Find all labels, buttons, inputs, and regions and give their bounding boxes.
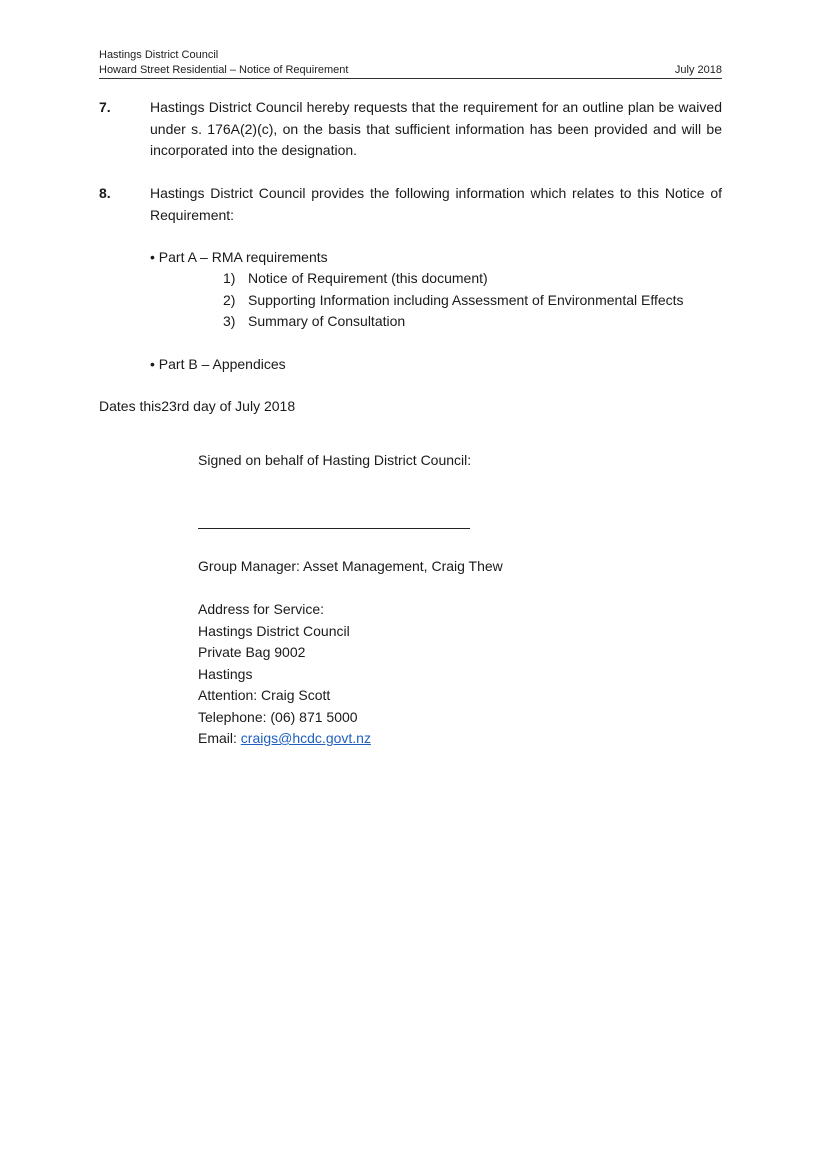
paragraph-text: Hastings District Council provides the following information which relates to this Notice of Requirement: <box>150 185 722 223</box>
paragraph-number: 7. <box>99 99 111 115</box>
address-line: Private Bag 9002 <box>198 644 306 660</box>
paragraph-text: Hastings District Council hereby requests that the requirement for an outline plan be waived under s. 176A(2)(c), on the basis that sufficient information has been provided and will be incorporated into the designation. <box>150 99 722 158</box>
list-item-number: 2) <box>223 291 236 308</box>
list-item-text: Summary of Consultation <box>248 313 406 329</box>
paragraph-8 <box>99 183 722 226</box>
address-line: Hastings District Council <box>198 622 350 639</box>
signatory: Group Manager: Asset Management, Craig Thew <box>198 558 503 574</box>
part-b-bullet: • Part B – Appendices <box>150 356 286 372</box>
signed-on-behalf: Signed on behalf of Hasting District Council: <box>198 452 472 468</box>
address-line: Attention: Craig Scott <box>198 687 331 703</box>
signature-line <box>198 528 470 529</box>
email-link[interactable]: craigs@hcdc.govt.nz <box>240 730 371 746</box>
service-address-block <box>198 599 371 750</box>
list-item <box>223 290 684 312</box>
paragraph-number: 8. <box>99 185 111 201</box>
service-address-heading: Address for Service: <box>198 601 325 617</box>
list-item-text: Supporting Information including Assessment of Environmental Effects <box>248 291 684 308</box>
part-a-bullet: • Part A – RMA requirements <box>150 249 328 265</box>
list-item-number: 3) <box>223 313 236 329</box>
header-date: July 2018 <box>674 64 722 76</box>
header-title-row <box>99 63 722 79</box>
paragraph-7 <box>99 97 722 162</box>
list-item-text: Notice of Requirement (this document) <box>248 270 488 286</box>
list-item <box>223 311 684 333</box>
address-line: Telephone: (06) 871 5000 <box>198 708 358 725</box>
list-item <box>223 268 684 290</box>
part-a-list <box>223 268 684 333</box>
header-doc-title: Howard Street Residential – Notice of Requirement <box>99 64 349 76</box>
address-line: Hastings <box>198 665 253 682</box>
dated-line: Dates this23rd day of July 2018 <box>99 398 296 414</box>
email-line <box>198 728 371 750</box>
list-item-number: 1) <box>223 270 236 286</box>
page-header <box>99 48 722 79</box>
header-org: Hastings District Council <box>99 49 219 61</box>
email-label: Email: <box>198 730 241 746</box>
